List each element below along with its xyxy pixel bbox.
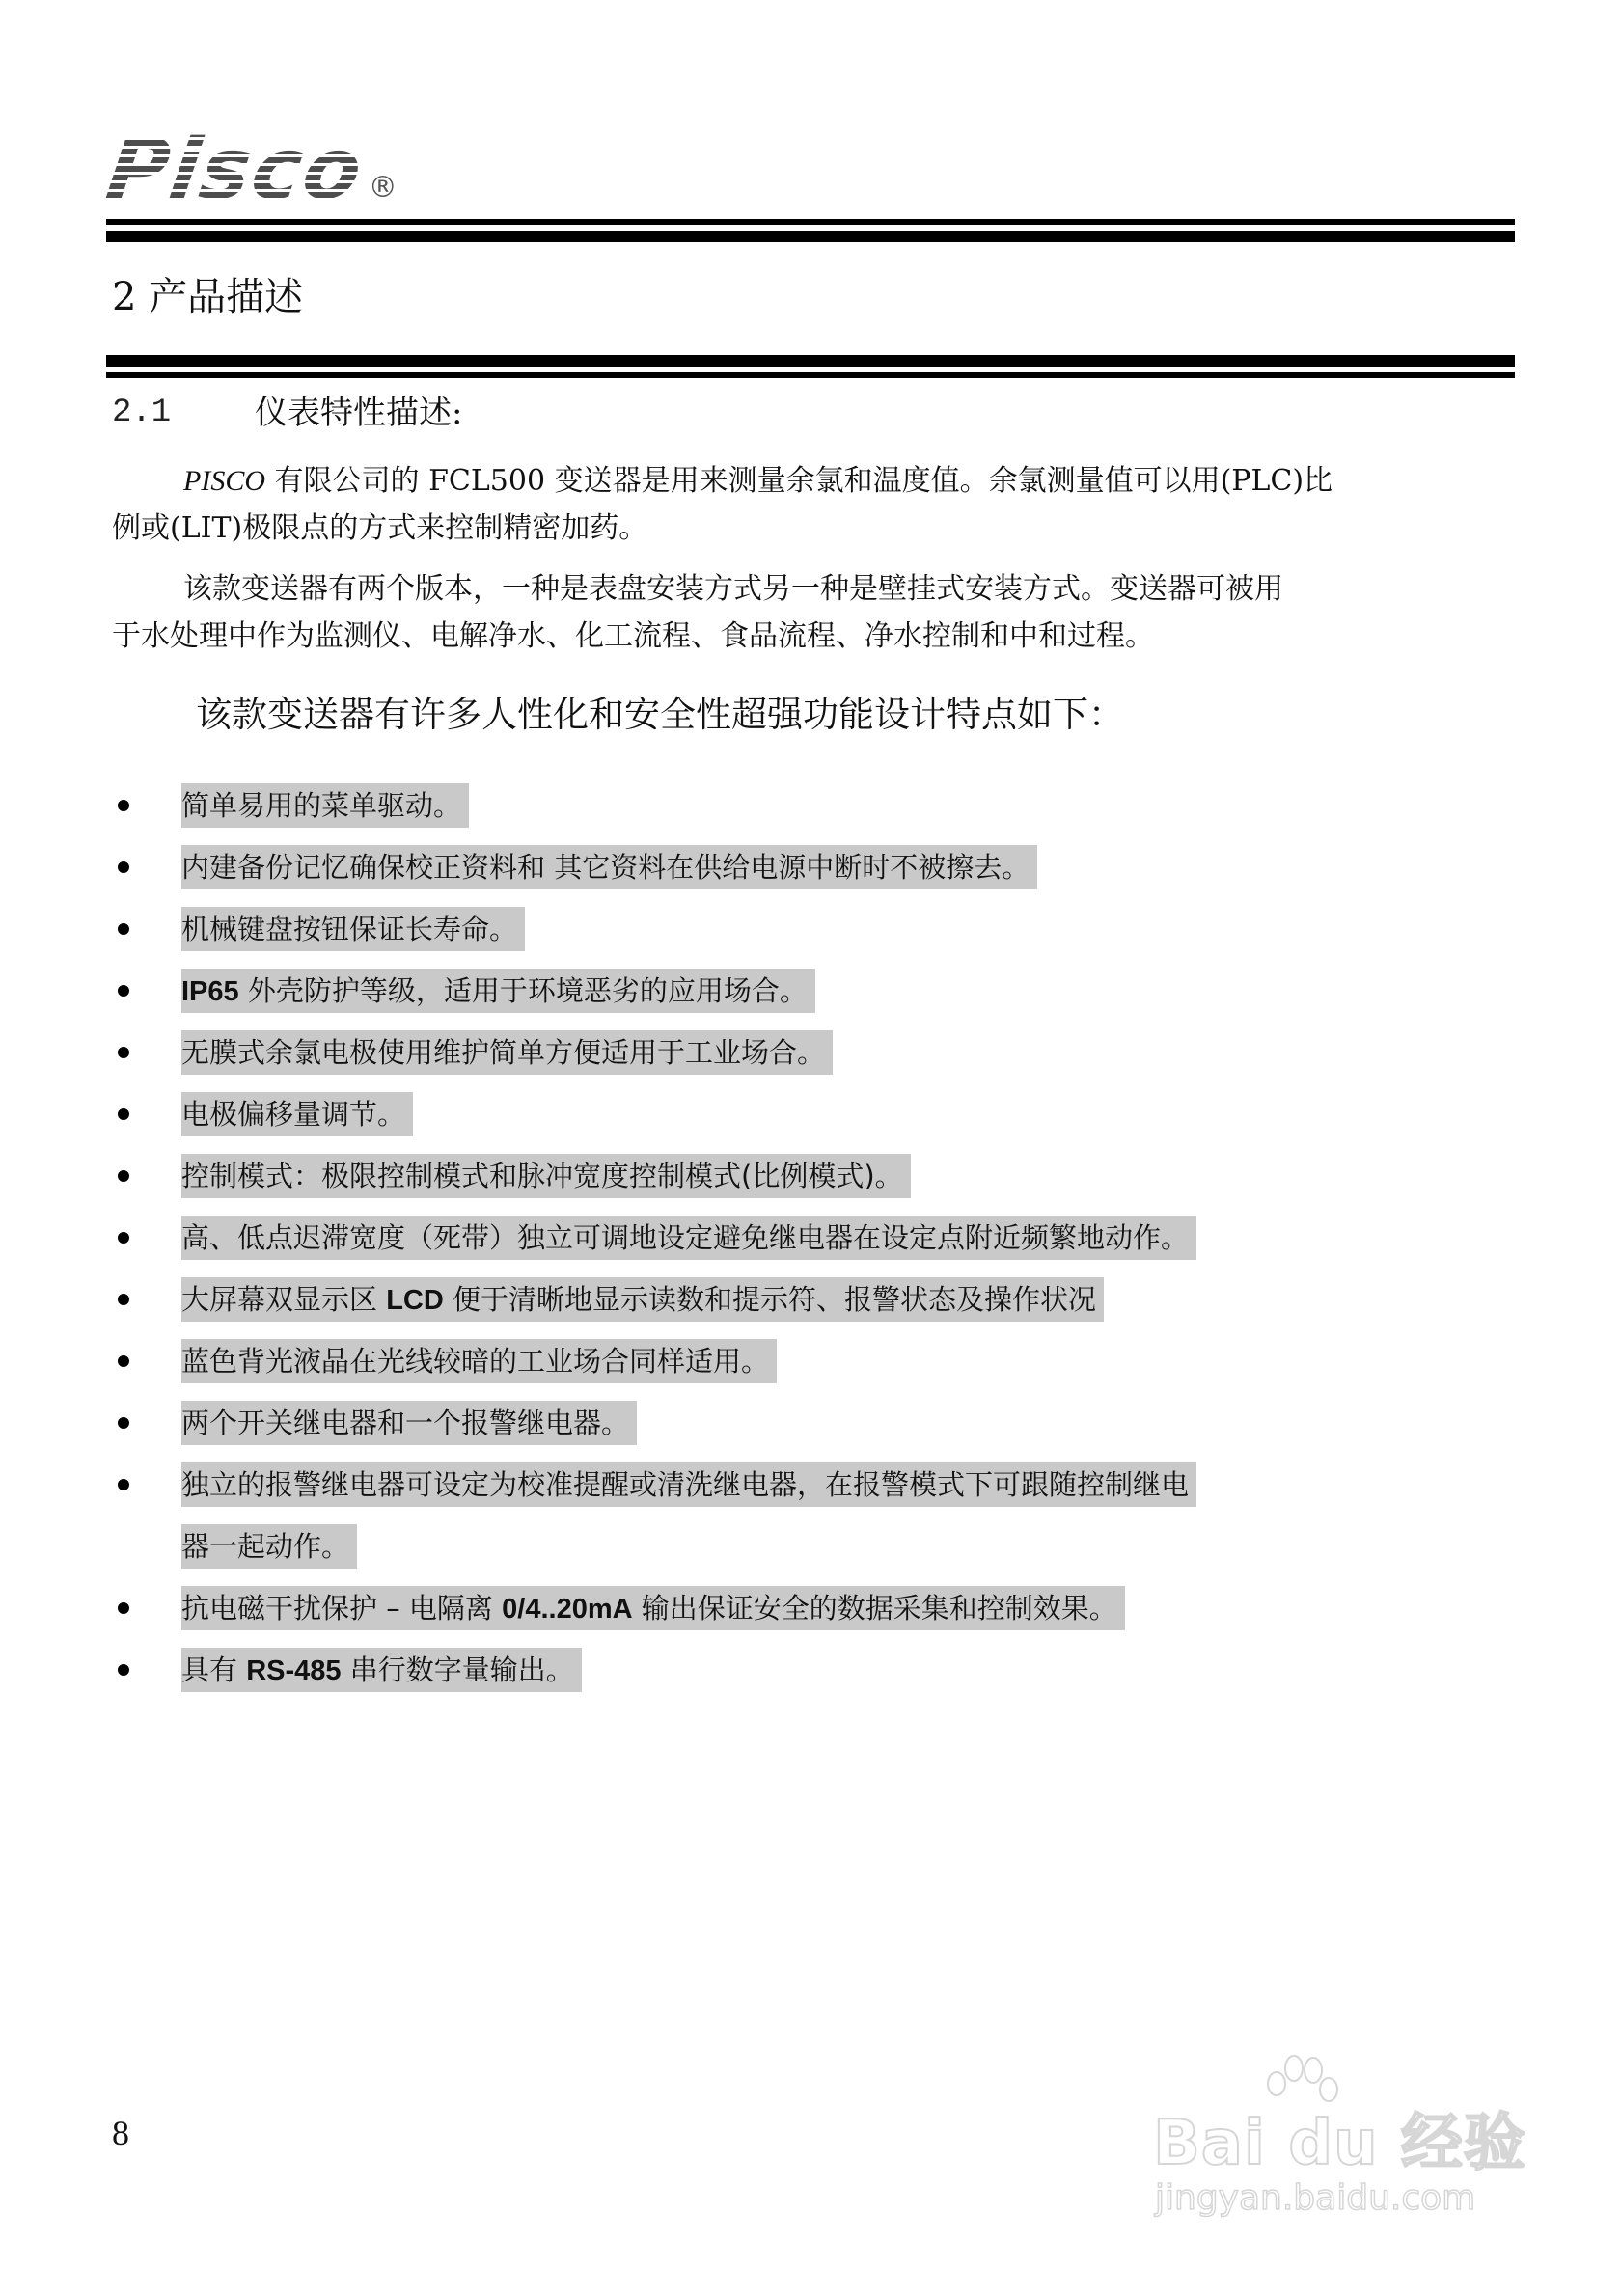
paragraph-text: 该款变送器有两个版本，一种是表盘安装方式另一种是壁挂式安装方式。变送器可被用 xyxy=(183,572,1283,606)
feature-item xyxy=(0,845,1621,889)
section-title: 2 产品描述 xyxy=(112,275,304,319)
intro-paragraph-1 xyxy=(112,457,1521,552)
feature-text: IP65 外壳防护等级，适用于环境恶劣的应用场合。 xyxy=(181,969,815,1013)
bullet-icon xyxy=(118,1047,129,1058)
paragraph-text: 有限公司的 FCL500 变送器是用来测量余氯和温度值。余氯测量值可以用(PLC)比 xyxy=(274,464,1333,498)
subsection-title: 仪表特性描述: xyxy=(255,394,463,432)
intro-paragraph-2 xyxy=(112,565,1521,660)
subsection-heading xyxy=(112,392,462,434)
page-number: 8 xyxy=(112,2114,129,2152)
bullet-icon xyxy=(118,800,129,811)
bullet-icon xyxy=(118,1664,129,1676)
feature-text: 抗电磁干扰保护 – 电隔离 0/4..20mA 输出保证安全的数据采集和控制效果。 xyxy=(181,1586,1125,1630)
features-intro: 该款变送器有许多人性化和安全性超强功能设计特点如下： xyxy=(196,694,1124,735)
feature-text: 器一起动作。 xyxy=(181,1524,357,1569)
bullet-icon xyxy=(118,1232,129,1244)
feature-item xyxy=(0,1401,1621,1445)
bullet-icon xyxy=(118,1355,129,1367)
paragraph-line xyxy=(112,457,1521,505)
feature-text: 高、低点迟滞宽度（死带）独立可调地设定避免继电器在设定点附近频繁地动作。 xyxy=(181,1216,1196,1260)
bullet-icon xyxy=(118,985,129,997)
header-rule-thin xyxy=(106,219,1515,225)
title-rule-thick xyxy=(106,355,1515,367)
feature-text: 具有 RS-485 串行数字量输出。 xyxy=(181,1648,582,1692)
watermark-url: jingyan.baidu.com xyxy=(1155,2178,1476,2218)
feature-text: 大屏幕双显示区 LCD 便于清晰地显示读数和提示符、报警状态及操作状况 xyxy=(181,1277,1104,1322)
paragraph-line: 例或(LIT)极限点的方式来控制精密加药。 xyxy=(112,511,648,545)
title-rule-thin xyxy=(106,372,1515,378)
watermark-brand: Bai du 经验 xyxy=(1153,2108,1526,2179)
bullet-icon xyxy=(118,1170,129,1182)
bullet-icon xyxy=(118,1108,129,1120)
feature-item xyxy=(0,783,1621,828)
feature-text: 内建备份记忆确保校正资料和 其它资料在供给电源中断时不被擦去。 xyxy=(181,845,1037,889)
feature-item xyxy=(0,1154,1621,1198)
bullet-icon xyxy=(118,1479,129,1490)
feature-text: 无膜式余氯电极使用维护简单方便适用于工业场合。 xyxy=(181,1030,833,1075)
feature-text: 简单易用的菜单驱动。 xyxy=(181,783,469,828)
feature-item xyxy=(0,969,1621,1013)
feature-item xyxy=(0,1216,1621,1260)
feature-text: 机械键盘按钮保证长寿命。 xyxy=(181,907,525,951)
feature-text: 蓝色背光液晶在光线较暗的工业场合同样适用。 xyxy=(181,1339,777,1383)
subsection-number: 2.1 xyxy=(112,395,172,431)
pisco-logo xyxy=(100,122,398,218)
feature-text: 控制模式：极限控制模式和脉冲宽度控制模式(比例模式)。 xyxy=(181,1154,911,1198)
bullet-icon xyxy=(118,1602,129,1614)
feature-text: 独立的报警继电器可设定为校准提醒或清洗继电器，在报警模式下可跟随控制继电 xyxy=(181,1462,1196,1507)
feature-item xyxy=(0,1277,1621,1322)
bullet-icon xyxy=(118,1417,129,1429)
feature-item xyxy=(0,1339,1621,1383)
feature-item-continuation xyxy=(0,1524,1621,1569)
bullet-icon xyxy=(118,1294,129,1305)
bullet-icon xyxy=(118,861,129,873)
paragraph-line: 于水处理中作为监测仪、电解净水、化工流程、食品流程、净水控制和中和过程。 xyxy=(112,620,1154,652)
header-rule-thick xyxy=(106,231,1515,242)
feature-item xyxy=(0,1586,1621,1630)
logo-wordmark: Pisco xyxy=(100,122,370,218)
feature-item xyxy=(0,1648,1621,1692)
feature-item xyxy=(0,1092,1621,1136)
baidu-watermark xyxy=(1153,2055,1529,2238)
registered-mark-icon: ® xyxy=(368,171,398,205)
feature-text: 两个开关继电器和一个报警继电器。 xyxy=(181,1401,637,1445)
feature-item xyxy=(0,1462,1621,1507)
bullet-icon xyxy=(118,923,129,935)
feature-item xyxy=(0,1030,1621,1075)
feature-text: 电极偏移量调节。 xyxy=(181,1092,413,1136)
paragraph-line xyxy=(112,565,1521,613)
brand-name: PISCO xyxy=(183,465,265,497)
feature-item xyxy=(0,907,1621,951)
